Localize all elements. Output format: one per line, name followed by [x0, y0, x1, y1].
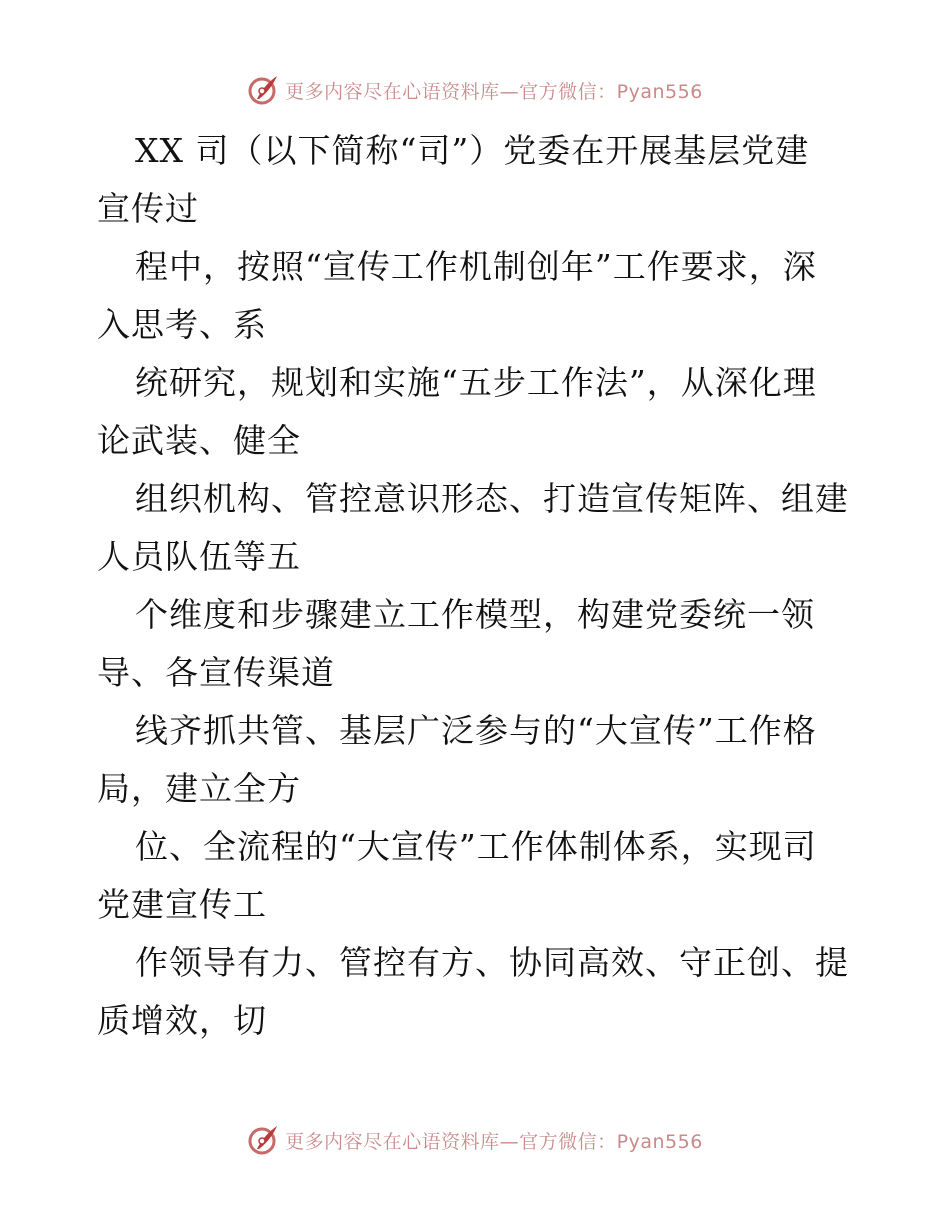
header-watermark-banner: [0, 70, 950, 110]
header-banner-text: 更多内容尽在心语资料库—官方微信：Pyan556: [285, 80, 703, 103]
body-line: 组织机构、管控意识形态、打造宣传矩阵、组建: [135, 479, 849, 518]
body-line: 局，建立全方: [97, 769, 301, 808]
body-line: 作领导有力、管控有方、协同高效、守正创、提: [135, 943, 849, 982]
body-line: 宣传过: [97, 189, 199, 228]
body-line: 党建宣传工: [97, 885, 267, 924]
body-line: XX 司（以下简称“司”）党委在开展基层党建: [135, 131, 810, 170]
body-line: 入思考、系: [97, 305, 267, 344]
document-body: [97, 122, 867, 1050]
footer-watermark-banner: [0, 1120, 950, 1160]
footer-banner-text: 更多内容尽在心语资料库—官方微信：Pyan556: [285, 1130, 703, 1153]
quill-logo-icon: [247, 1123, 281, 1157]
quill-logo-icon: [247, 73, 281, 107]
body-line: 个维度和步骤建立工作模型，构建党委统一领: [135, 595, 815, 634]
body-line: 程中，按照“宣传工作机制创年”工作要求，深: [135, 247, 817, 286]
body-line: 导、各宣传渠道: [97, 653, 335, 692]
body-line: 统研究，规划和实施“五步工作法”，从深化理: [135, 363, 817, 402]
body-line: 论武装、健全: [97, 421, 301, 460]
body-line: 位、全流程的“大宣传”工作体制体系，实现司: [135, 827, 817, 866]
body-line: 线齐抓共管、基层广泛参与的“大宣传”工作格: [135, 711, 817, 750]
body-line: 质增效，切: [97, 1001, 267, 1040]
body-line: 人员队伍等五: [97, 537, 301, 576]
